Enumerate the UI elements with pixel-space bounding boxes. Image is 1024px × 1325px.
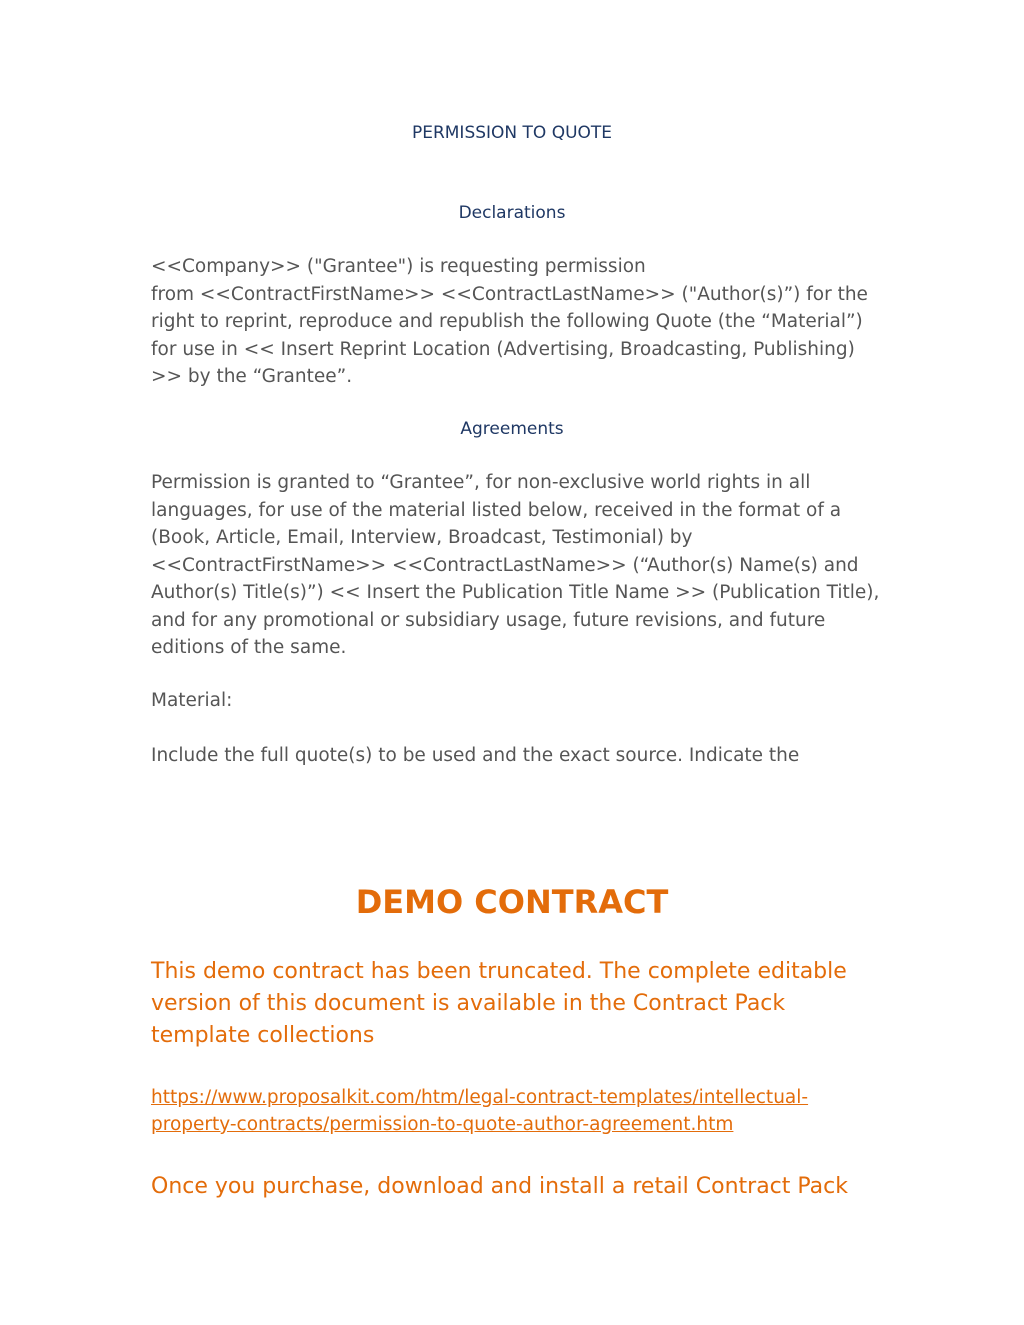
demo-notice-line: version of this document is available in the Contract Pack xyxy=(151,991,786,1016)
material-instruction-line: Include the full quote(s) to be used and the exact source. Indicate the xyxy=(151,745,800,766)
declarations-heading: Declarations xyxy=(458,203,566,223)
contract-pack-link-line[interactable]: https://www.proposalkit.com/htm/legal-contract-templates/intellectual- xyxy=(151,1087,809,1108)
purchase-notice-line: Once you purchase, download and install a retail Contract Pack xyxy=(151,1174,848,1199)
document-title: PERMISSION TO QUOTE xyxy=(411,123,613,143)
agreements-line: <<ContractFirstName>> <<ContractLastName>> (“Author(s) Name(s) and xyxy=(151,554,859,576)
agreements-line: Author(s) Title(s)”) << Insert the Publication Title Name >> (Publication Title), xyxy=(151,582,880,603)
agreements-heading: Agreements xyxy=(460,419,564,439)
agreements-line: Permission is granted to “Grantee”, for non-exclusive world rights in all xyxy=(151,472,811,493)
agreements-line: languages, for use of the material listed below, received in the format of a xyxy=(151,499,842,521)
contract-pack-link-line[interactable]: property-contracts/permission-to-quote-author-agreement.htm xyxy=(151,1114,734,1135)
declarations-line: <<Company>> ("Grantee") is requesting permission xyxy=(151,256,646,277)
declarations-line: from <<ContractFirstName>> <<ContractLastName>> ("Author(s)”) for the xyxy=(151,283,868,305)
demo-notice-line: This demo contract has been truncated. The complete editable xyxy=(151,959,847,984)
declarations-line: right to reprint, reproduce and republish the following Quote (the “Material”) xyxy=(151,311,863,332)
demo-notice xyxy=(151,956,876,1052)
declarations-line: for use in << Insert Reprint Location (Advertising, Broadcasting, Publishing) xyxy=(151,338,855,360)
demo-contract-title: DEMO CONTRACT xyxy=(355,883,669,921)
agreements-line: editions of the same. xyxy=(151,637,347,658)
declarations-line: >> by the “Grantee”. xyxy=(151,366,353,387)
agreements-paragraph xyxy=(151,469,880,662)
purchase-notice xyxy=(151,1171,876,1203)
contract-pack-link[interactable] xyxy=(151,1084,876,1138)
agreements-line: and for any promotional or subsidiary usage, future revisions, and future xyxy=(151,609,826,631)
material-label: Material: xyxy=(151,690,233,711)
material-instruction xyxy=(151,742,876,770)
demo-notice-line: template collections xyxy=(151,1023,375,1048)
declarations-paragraph xyxy=(151,253,876,391)
agreements-line: (Book, Article, Email, Interview, Broadcast, Testimonial) by xyxy=(151,527,693,548)
